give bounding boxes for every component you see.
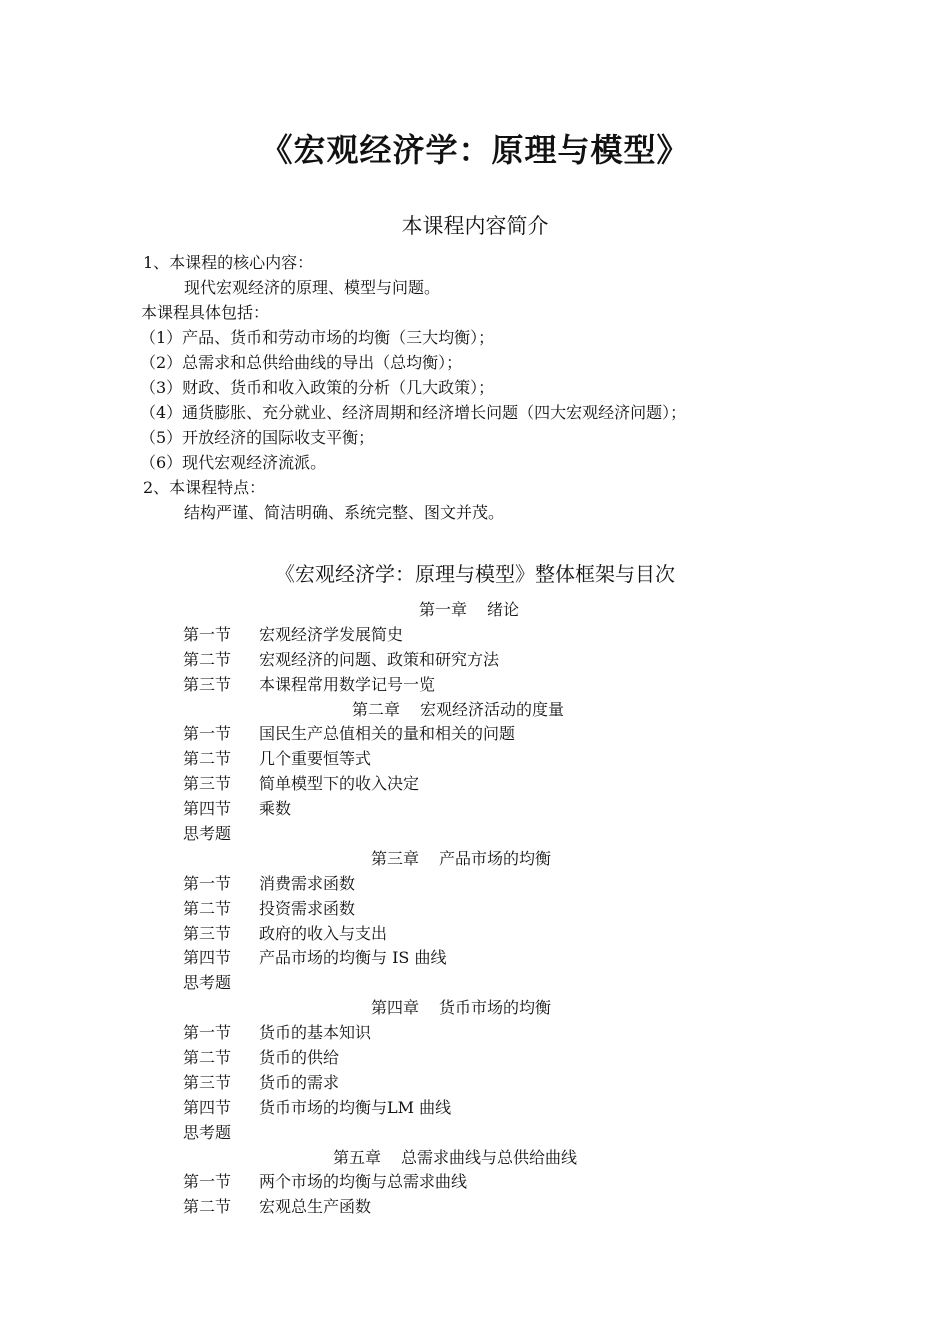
toc-section: [183, 747, 783, 772]
section-number: 第二节: [183, 1197, 232, 1217]
chapter-title: 宏观经济活动的度量: [420, 699, 565, 719]
section-title: 消费需求函数: [259, 873, 356, 893]
section-title: 几个重要恒等式: [259, 749, 372, 769]
section-title: 国民生产总值相关的量和相关的问题: [259, 724, 516, 744]
chapter-heading: [183, 996, 783, 1021]
section-title: 政府的收入与支出: [259, 923, 388, 943]
section-number: 第四节: [183, 948, 232, 968]
toc-section: [183, 673, 783, 698]
table-of-contents: [183, 598, 783, 1220]
toc-section: [183, 1096, 783, 1121]
section-title: 货币的供给: [259, 1048, 340, 1068]
toc-section: [183, 897, 783, 922]
chapter-title: 产品市场的均衡: [439, 848, 552, 868]
toc-section: [183, 1170, 783, 1195]
toc-section: [183, 722, 783, 747]
section-title: 宏观总生产函数: [259, 1197, 372, 1217]
section-number: 第二节: [183, 1048, 232, 1068]
section-number: 第二节: [183, 649, 232, 669]
chapter-heading: [183, 698, 783, 723]
features-label: 2、本课程特点：: [143, 478, 266, 497]
chapter-title: 绪论: [487, 600, 520, 619]
toc-section: [183, 623, 783, 648]
chapter-heading: [183, 598, 783, 623]
section-title: 货币的基本知识: [259, 1023, 372, 1043]
chapter-number: 第一章: [419, 600, 468, 619]
intro-list-item: （3）财政、货币和收入政策的分析（几大政策）；: [140, 378, 495, 397]
section-title: 货币市场的均衡与LM 曲线: [259, 1097, 452, 1117]
core-content-label: 1、本课程的核心内容：: [143, 253, 314, 272]
chapter-number: 第四章: [371, 998, 420, 1018]
intro-list-item: （1）产品、货币和劳动市场的均衡（三大均衡）；: [140, 328, 495, 347]
chapter-exercises: 思考题: [183, 1122, 232, 1142]
section-number: 第一节: [183, 724, 232, 744]
intro-heading: 本课程内容简介: [401, 214, 549, 238]
intro-list-item: （6）现代宏观经济流派。: [140, 453, 327, 472]
features-text: 结构严谨、简洁明确、系统完整、图文并茂。: [184, 503, 505, 522]
document-title: 《宏观经济学：原理与模型》: [260, 131, 690, 169]
chapter-heading: [183, 1146, 783, 1171]
section-number: 第二节: [183, 749, 232, 769]
chapter-title: 货币市场的均衡: [439, 998, 552, 1018]
section-title: 简单模型下的收入决定: [259, 774, 420, 794]
section-number: 第三节: [183, 674, 232, 694]
chapter-title: 总需求曲线与总供给曲线: [401, 1147, 578, 1167]
section-title: 宏观经济学发展简史: [259, 624, 404, 644]
section-title: 本课程常用数学记号一览: [259, 674, 436, 694]
toc-heading: 《宏观经济学：原理与模型》整体框架与目次: [275, 562, 675, 586]
intro-list-item: （4）通货膨胀、充分就业、经济周期和经济增长问题（四大宏观经济问题）；: [140, 403, 687, 422]
course-intro: [140, 250, 923, 525]
toc-section: [183, 797, 783, 822]
section-number: 第三节: [183, 1072, 232, 1092]
section-number: 第四节: [183, 799, 232, 819]
toc-section: [183, 1021, 783, 1046]
toc-section: [183, 648, 783, 673]
toc-section: [183, 1046, 783, 1071]
section-number: 第三节: [183, 774, 232, 794]
intro-list-item: （5）开放经济的国际收支平衡；: [140, 428, 375, 447]
section-title: 乘数: [259, 799, 292, 819]
core-content-text: 现代宏观经济的原理、模型与问题。: [184, 278, 441, 297]
intro-list-item: （2）总需求和总供给曲线的导出（总均衡）；: [140, 353, 463, 372]
toc-section: [183, 772, 783, 797]
section-title: 宏观经济的问题、政策和研究方法: [259, 649, 500, 669]
section-number: 第一节: [183, 624, 232, 644]
section-title: 货币的需求: [259, 1072, 340, 1092]
section-number: 第一节: [183, 1172, 232, 1192]
section-number: 第二节: [183, 898, 232, 918]
chapter-number: 第五章: [333, 1147, 382, 1167]
toc-section: [183, 872, 783, 897]
toc-section: [183, 1071, 783, 1096]
toc-section: [183, 922, 783, 947]
section-title: 两个市场的均衡与总需求曲线: [259, 1172, 468, 1192]
toc-section: [183, 946, 783, 971]
chapter-number: 第二章: [352, 699, 401, 719]
section-title: 产品市场的均衡与 IS 曲线: [259, 948, 447, 968]
toc-section: [183, 1195, 783, 1220]
chapter-heading: [183, 847, 783, 872]
includes-label: 本课程具体包括：: [141, 303, 270, 322]
chapter-exercises: 思考题: [183, 973, 232, 993]
section-number: 第四节: [183, 1097, 232, 1117]
section-number: 第一节: [183, 1023, 232, 1043]
section-title: 投资需求函数: [259, 898, 356, 918]
section-number: 第三节: [183, 923, 232, 943]
chapter-number: 第三章: [371, 848, 420, 868]
chapter-exercises: 思考题: [183, 824, 232, 844]
section-number: 第一节: [183, 873, 232, 893]
